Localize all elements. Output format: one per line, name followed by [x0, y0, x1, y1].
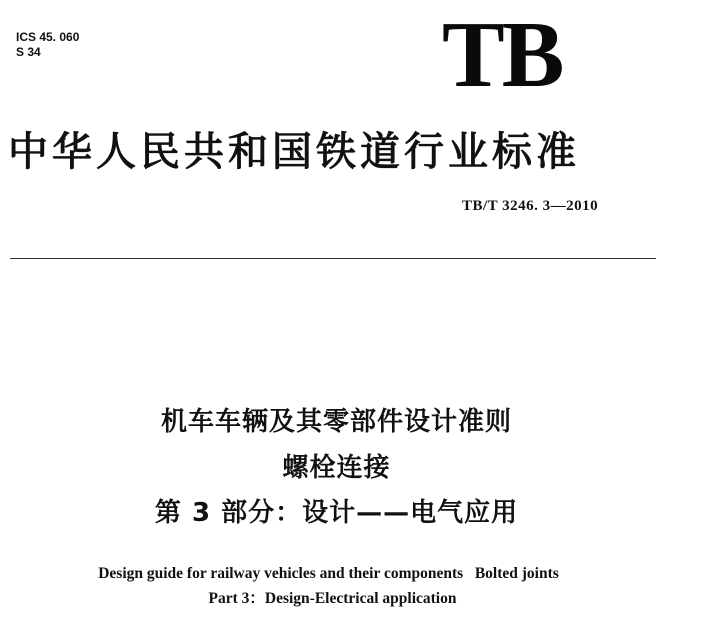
chinese-title-line-1: 机车车辆及其零部件设计准则: [160, 407, 512, 437]
ics-code: ICS 45. 060: [16, 30, 80, 44]
standard-title: 中华人民共和国铁道行业标准: [8, 129, 580, 175]
chinese-title-line-2: 螺栓连接: [282, 453, 391, 483]
header-divider: [10, 258, 656, 259]
english-title-line-2: Part 3：Design-Electrical application: [208, 590, 457, 607]
classification-codes: [16, 30, 79, 60]
english-title-line-1: Design guide for railway vehicles and their components Bolted joints: [98, 565, 559, 582]
chinese-title-line-3: 第 3 部分：设计——电气应用: [154, 498, 519, 528]
tb-logo: TB: [442, 3, 562, 107]
category-code: S 34: [16, 45, 41, 59]
standard-number: TB/T 3246. 3—2010: [462, 198, 599, 214]
